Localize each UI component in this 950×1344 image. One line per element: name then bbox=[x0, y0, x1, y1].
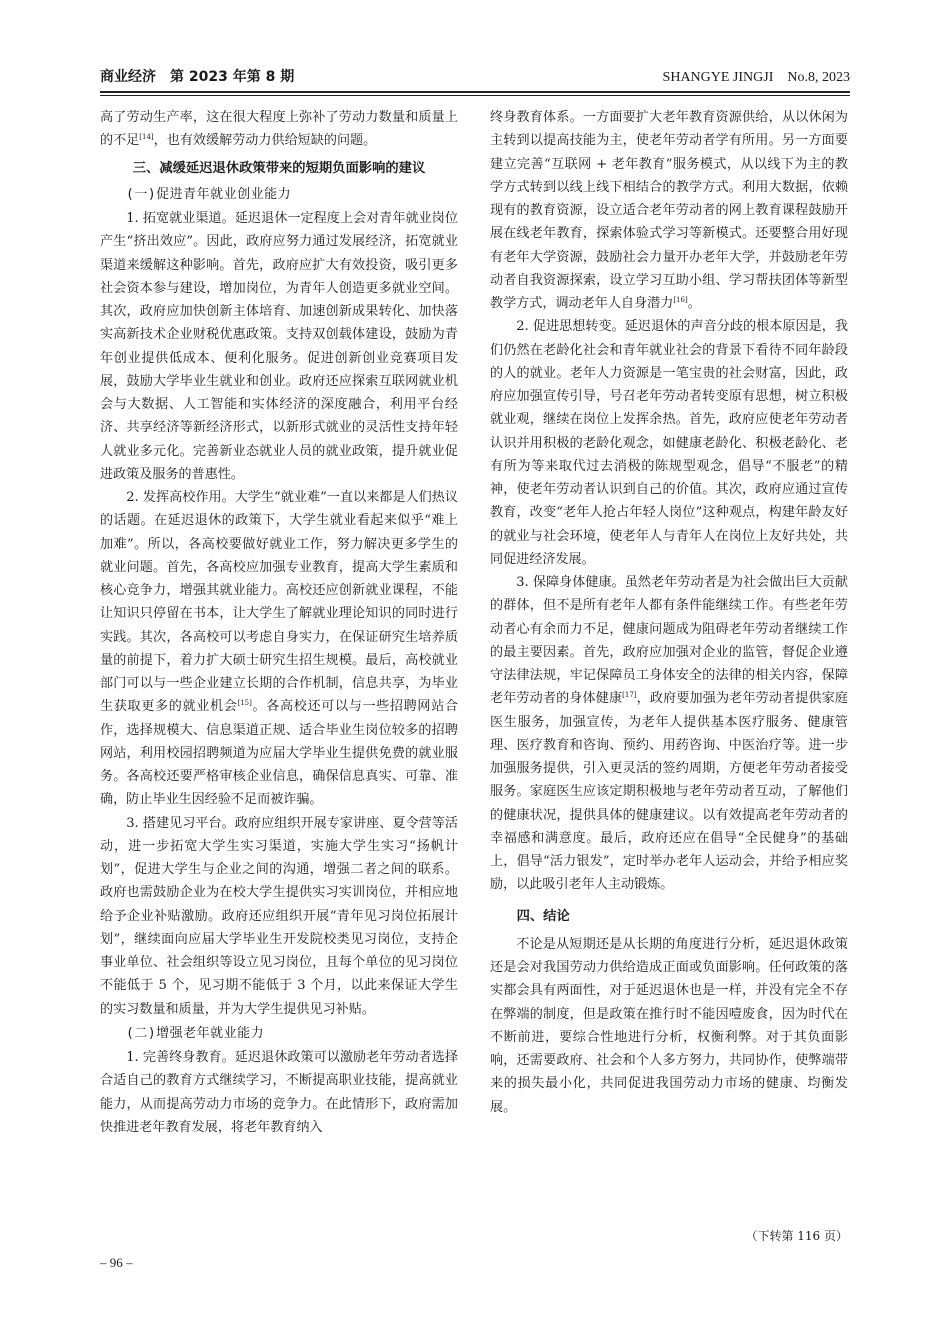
running-header bbox=[100, 66, 850, 86]
right-column bbox=[490, 106, 848, 1119]
citation-ref: [14] bbox=[139, 133, 154, 142]
journal-title-en: SHANGYE JINGJI No.8, 2023 bbox=[662, 70, 850, 85]
page-number: – 96 – bbox=[100, 1255, 133, 1270]
subsection-heading: (二)增强老年就业能力 bbox=[126, 1025, 265, 1041]
citation-ref: [16] bbox=[673, 296, 688, 304]
left-column bbox=[100, 106, 458, 1139]
paragraph: 终身教育体系。一方面要扩大老年教育资源供给，从以休闲为主转到以提高技能为主，使老年劳动者学有所用。另一方面要建立完善“互联网 + 老年教育”服务模式，从以线下为主的教学方式转到以线上线下相结合的教学方式。利用大数据，依赖现有的教育资源，设立适合老年劳动者的网上教育课程鼓励开展在线老年教育，探索体验式学习等新模式。还要整合用好现有老年大学资源，鼓励社会力量开办老年大学，并鼓励老年劳动者自我资源探索，设立学习互助小组、学习帮扶团体等新型教学方式，调动老年人自身潜力[16]。 bbox=[490, 110, 848, 311]
paragraph: 2. 促进思想转变。延迟退休的声音分歧的根本原因是，我们仍然在老龄化社会和青年就业社会的背景下看待不同年龄段的人的就业。老年人力资源是一笔宝贵的社会财富，因此，政府应加强宣传引导，号召老年劳动者转变原有思想，树立积极就业观，继续在岗位上发挥余热。首先，政府应使老年劳动者认识并用积极的老龄化观念，如健康老龄化、积极老龄化、老有所为等来取代过去消极的陈规型观念，倡导“不服老”的精神，使老年劳动者认识到自己的价值。其次，政府应通过宣传教育，改变“老年人抢占年轻人岗位”这种观点，构建年龄友好的就业与社会环境，使老年人与青年人在岗位上友好共处，共同促进经济发展。 bbox=[490, 319, 848, 567]
subsection-heading: (一)促进青年就业创业能力 bbox=[126, 186, 292, 202]
section-heading: 四、结论 bbox=[516, 908, 570, 924]
paragraph: 3. 保障身体健康。虽然老年劳动者是为社会做出巨大贡献的群体，但不是所有老年人都有条件能继续工作。有些老年劳动者心有余而力不足，健康问题成为阻碍老年劳动者继续工作的最主要因素。首先，政府应加强对企业的监管，督促企业遵守法律法规，牢记保障员工身体安全的法律的相关内容，保障老年劳动者的身体健康[17]，政府要加强为老年劳动者提供家庭医生服务，加强宣传，为老年人提供基本医疗服务、健康管理、医疗教育和咨询、预约、用药咨询、中医治疗等。进一步加强服务提供，引入更灵活的签约周期，方便老年劳动者接受服务。家庭医生应该定期积极地与老年劳动者互动，了解他们的健康状况，提供具体的健康建议。以有效提高老年劳动者的幸福感和满意度。最后，政府还应在倡导“全民健身”的基础上，倡导“活力银发”，定时举办老年人运动会，并给予相应奖励，以此吸引老年人主动锻炼。 bbox=[490, 575, 849, 893]
paragraph: 高了劳动生产率，这在很大程度上弥补了劳动力数量和质量上的不足[14]，也有效缓解劳动力供给短缺的问题。 bbox=[100, 110, 458, 149]
continued-note: （下转第 116 页） bbox=[745, 1229, 848, 1243]
paragraph: 1. 拓宽就业渠道。延迟退休一定程度上会对青年就业岗位产生“挤出效应”。因此，政府应努力通过发展经济，拓宽就业渠道来缓解这种影响。首先，政府应扩大有效投资，吸引更多社会资本参与建设，增加岗位，为青年人创造更多就业空间。其次，政府应加快创新主体培育、加速创新成果转化、加快落实高新技术企业财税优惠政策。支持双创载体建设，鼓励为青年创业提供低成本、便利化服务。促进创新创业竞赛项目发展，鼓励大学毕业生就业和创业。政府还应探索互联网就业机会与大数据、人工智能和实体经济的深度融合，利用平台经济、共享经济等新经济形式，以新形式就业的灵活性支持年轻人就业多元化。完善新业态就业人员的就业政策，提升就业促进政策及服务的普惠性。 bbox=[100, 211, 458, 482]
paragraph: 不论是从短期还是从长期的角度进行分析，延迟退休政策还是会对我国劳动力供给造成正面或负面影响。任何政策的落实都会具有两面性，对于延迟退休也是一样，并没有完全不存在弊端的制度，但是政策在推行时不能因噎废食，因为时代在不断前进，要综合性地进行分析，权衡利弊。对于其负面影响，还需要政府、社会和个人多方努力，共同协作，使弊端带来的损失最小化，共同促进我国劳动力市场的健康、均衡发展。 bbox=[490, 936, 848, 1115]
header-rule-thick bbox=[100, 91, 850, 93]
paragraph: 1. 完善终身教育。延迟退休政策可以激励老年劳动者选择合适自己的教育方式继续学习，不断提高职业技能，提高就业能力，从而提高劳动力市场的竞争力。在此情形下，政府需加快推进老年教育发展，将老年教育纳入 bbox=[100, 1050, 458, 1135]
citation-ref: [17] bbox=[622, 691, 637, 700]
journal-title-cn: 商业经济 第 2023 年第 8 期 bbox=[100, 69, 295, 85]
header-rule-thin bbox=[100, 95, 850, 96]
citation-ref: [15] bbox=[237, 699, 252, 708]
paragraph: 2. 发挥高校作用。大学生“就业难”一直以来都是人们热议的话题。在延迟退休的政策下，大学生就业看起来似乎“难上加难”。所以，各高校要做好就业工作，努力解决更多学生的就业问题。首先，各高校应加强专业教育，提高大学生素质和核心竞争力，增强其就业能力。高校还应创新就业课程，不能让知识只停留在书本，让大学生了解就业理论知识的同时进行实践。其次，各高校可以考虑自身实力，在保证研究生培养质量的前提下，着力扩大硕士研究生招生规模。最后，高校就业部门可以与一些企业建立长期的合作机制，信息共享，为毕业生获取更多的就业机会[15]。各高校还可以与一些招聘网站合作，选择规模大、信息渠道正规、适合毕业生岗位较多的招聘网站，利用校园招聘频道为应届大学毕业生提供免费的就业服务。各高校还要严格审核企业信息，确保信息真实、可靠、准确，防止毕业生因经验不足而被诈骗。 bbox=[100, 490, 459, 808]
paragraph: 3. 搭建见习平台。政府应组织开展专家讲座、夏令营等活动，进一步拓宽大学生实习渠道，实施大学生实习“扬帆计划”，促进大学生与企业之间的沟通，增强二者之间的联系。政府也需鼓励企业为在校大学生提供实习实训岗位，并相应地给予企业补贴激励。政府还应组织开展“青年见习岗位拓展计划”，继续面向应届大学毕业生开发院校类见习岗位，支持企事业单位、社会组织等设立见习岗位，且每个单位的见习岗位不能低于 5 个，见习期不能低于 3 个月，以此来保证大学生的实习数量和质量，并为大学生提供见习补贴。 bbox=[100, 815, 458, 1017]
section-heading: 三、减缓延迟退休政策带来的短期负面影响的建议 bbox=[132, 160, 426, 176]
